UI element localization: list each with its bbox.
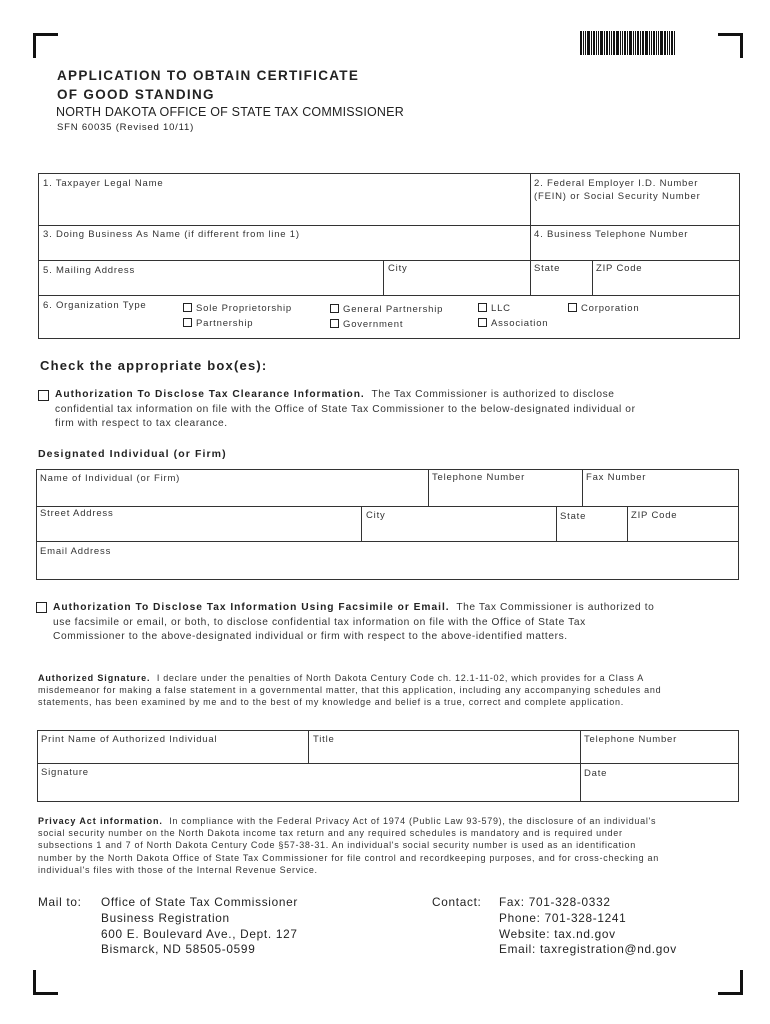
- mail-address-block: [101, 895, 298, 958]
- fax-email-title: Authorization To Disclose Tax Information Using Facsimile or Email.: [53, 602, 450, 613]
- state-field[interactable]: State: [534, 263, 561, 274]
- mail-line-4: Bismarck, ND 58505-0599: [101, 942, 256, 957]
- form-title-line-1: APPLICATION TO OBTAIN CERTIFICATE: [57, 68, 360, 83]
- tax-clearance-text-2: confidential tax information on file with the Office of State Tax Commissioner to the below-designated individual or: [55, 403, 636, 415]
- partnership-checkbox[interactable]: [183, 318, 192, 327]
- tax-clearance-checkbox[interactable]: [38, 390, 49, 401]
- organization-type-label: 6. Organization Type: [43, 300, 147, 311]
- mailing-address-field[interactable]: 5. Mailing Address: [43, 265, 136, 276]
- zip-code-field[interactable]: ZIP Code: [596, 263, 643, 274]
- corner-mark-bottom-right: [718, 970, 743, 995]
- designated-email-field[interactable]: Email Address: [40, 546, 112, 557]
- corner-mark-bottom-left: [33, 970, 58, 995]
- authorized-signature-title: Authorized Signature.: [38, 673, 151, 683]
- general-partnership-label: General Partnership: [343, 304, 444, 315]
- general-partnership-checkbox[interactable]: [330, 304, 339, 313]
- fax-email-paragraph: [53, 601, 654, 645]
- form-number: SFN 60035 (Revised 10/11): [57, 122, 195, 133]
- tax-clearance-title: Authorization To Disclose Tax Clearance Information.: [55, 389, 365, 400]
- business-telephone-field[interactable]: 4. Business Telephone Number: [534, 229, 689, 240]
- privacy-text-5: individual's files with those of the Internal Revenue Service.: [38, 864, 318, 875]
- contact-website[interactable]: Website: tax.nd.gov: [499, 926, 616, 941]
- date-field[interactable]: Date: [584, 768, 608, 779]
- association-checkbox[interactable]: [478, 318, 487, 327]
- association-label: Association: [491, 318, 549, 329]
- corporation-checkbox[interactable]: [568, 303, 577, 312]
- sole-proprietorship-checkbox[interactable]: [183, 303, 192, 312]
- signature-field[interactable]: Signature: [41, 767, 89, 778]
- designated-state-field[interactable]: State: [560, 511, 587, 522]
- corporation-label: Corporation: [581, 303, 640, 314]
- fein-field-label-2: (FEIN) or Social Security Number: [534, 191, 701, 202]
- contact-phone: Phone: 701-328-1241: [499, 910, 627, 925]
- mail-to-label: Mail to:: [38, 895, 82, 909]
- privacy-text-3: subsections 1 and 7 of North Dakota Century Code §57-38-31. An individual's social security number is used as an identification: [38, 840, 636, 851]
- taxpayer-legal-name-field[interactable]: 1. Taxpayer Legal Name: [43, 178, 164, 189]
- privacy-text-2: social security number on the North Dakota income tax return and any required schedules is mandatory and is required under: [38, 828, 623, 839]
- privacy-act-title: Privacy Act information.: [38, 816, 163, 826]
- llc-label: LLC: [491, 303, 511, 314]
- contact-fax: Fax: 701-328-0332: [499, 895, 611, 909]
- title-field[interactable]: Title: [313, 734, 335, 745]
- authorized-signature-text-1: I declare under the penalties of North Dakota Century Code ch. 12.1-11-02, which provides for a Class A: [156, 673, 644, 683]
- designated-name-field[interactable]: Name of Individual (or Firm): [40, 473, 181, 484]
- signer-telephone-field[interactable]: Telephone Number: [584, 734, 678, 745]
- agency-name: NORTH DAKOTA OFFICE OF STATE TAX COMMISSIONER: [56, 105, 404, 119]
- fax-email-text-2: use facsimile or email, or both, to disclose confidential tax information on file with the Office of State Tax: [53, 616, 586, 628]
- contact-email[interactable]: Email: taxregistration@nd.gov: [499, 942, 677, 957]
- dba-name-field[interactable]: 3. Doing Business As Name (if different from line 1): [43, 229, 300, 240]
- fein-field-label-1[interactable]: 2. Federal Employer I.D. Number: [534, 178, 699, 189]
- mail-line-2: Business Registration: [101, 910, 230, 925]
- sole-proprietorship-label: Sole Proprietorship: [196, 303, 292, 314]
- authorized-signature-text-2: misdemeanor for making a false statement in a governmental matter, that this application, including any accompanying schedules and: [38, 685, 662, 696]
- mail-line-1: Office of State Tax Commissioner: [101, 895, 299, 909]
- tax-clearance-paragraph: [55, 388, 636, 432]
- authorized-signature-text-3: statements, has been examined by me and to the best of my knowledge and belief is a true, correct and complete application.: [38, 697, 624, 708]
- designated-telephone-field[interactable]: Telephone Number: [432, 472, 526, 483]
- city-field[interactable]: City: [388, 263, 408, 274]
- designated-individual-table: [36, 469, 739, 580]
- form-title-line-2: OF GOOD STANDING: [57, 87, 215, 102]
- tax-clearance-text-3: firm with respect to tax clearance.: [55, 418, 228, 429]
- print-name-field[interactable]: Print Name of Authorized Individual: [41, 734, 218, 745]
- partnership-label: Partnership: [196, 318, 254, 329]
- designated-individual-heading: Designated Individual (or Firm): [38, 448, 227, 460]
- designated-fax-field[interactable]: Fax Number: [586, 472, 647, 483]
- fax-email-text-1: The Tax Commissioner is authorized to: [456, 602, 655, 613]
- fax-email-text-3: Commissioner to the above-designated individual or firm with respect to the above-identified matters.: [53, 631, 568, 642]
- corner-mark-top-left: [33, 33, 58, 58]
- privacy-text-1: In compliance with the Federal Privacy Act of 1974 (Public Law 93-579), the disclosure of an individual's: [169, 816, 657, 826]
- designated-city-field[interactable]: City: [366, 510, 386, 521]
- privacy-text-4: number by the North Dakota Office of State Tax Commissioner for file control and recordkeeping purposes, and for cross-checking an: [38, 852, 659, 863]
- fax-email-checkbox[interactable]: [36, 602, 47, 613]
- tax-clearance-text-1: The Tax Commissioner is authorized to disclose: [371, 389, 615, 400]
- contact-label: Contact:: [432, 895, 482, 909]
- designated-street-field[interactable]: Street Address: [40, 508, 114, 519]
- barcode: [580, 31, 696, 55]
- designated-zip-field[interactable]: ZIP Code: [631, 510, 678, 521]
- corner-mark-top-right: [718, 33, 743, 58]
- llc-checkbox[interactable]: [478, 303, 487, 312]
- check-boxes-heading: Check the appropriate box(es):: [40, 358, 268, 373]
- authorized-signature-paragraph: [38, 672, 661, 709]
- government-label: Government: [343, 319, 404, 330]
- mail-line-3: 600 E. Boulevard Ave., Dept. 127: [101, 926, 298, 941]
- government-checkbox[interactable]: [330, 319, 339, 328]
- contact-block: [499, 895, 677, 958]
- privacy-act-paragraph: [38, 815, 659, 876]
